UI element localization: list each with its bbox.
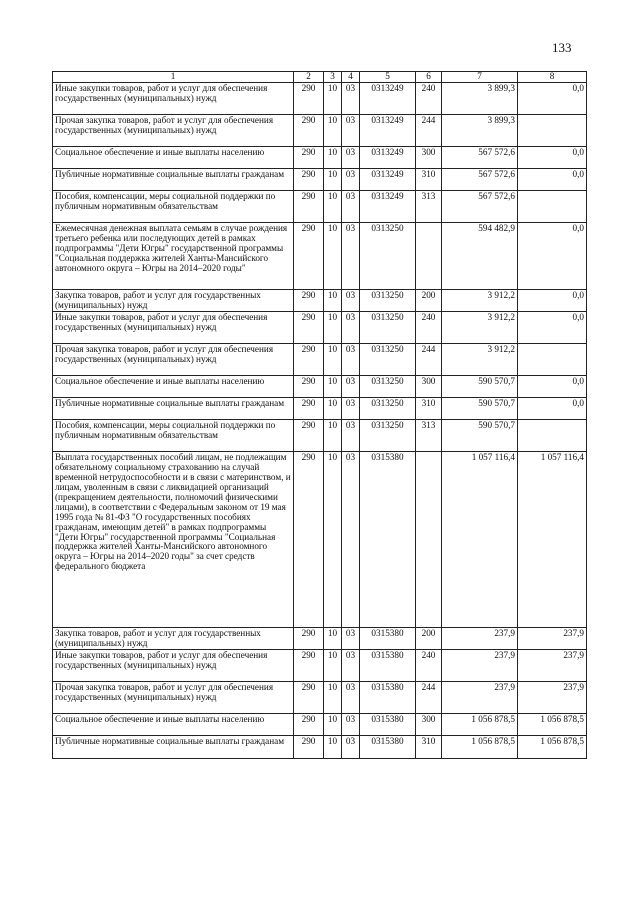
cell-col-7: 1 056 878,5 — [442, 736, 518, 759]
cell-col-2: 290 — [294, 376, 324, 398]
column-header: 4 — [342, 72, 360, 83]
cell-col-7: 237,9 — [442, 682, 518, 714]
cell-col-4: 03 — [342, 376, 360, 398]
column-header: 5 — [360, 72, 416, 83]
cell-col-8: 0,0 — [518, 290, 587, 312]
cell-col-6: 200 — [416, 628, 442, 650]
cell-col-5: 0315380 — [360, 682, 416, 714]
cell-col-2: 290 — [294, 290, 324, 312]
cell-col-2: 290 — [294, 191, 324, 223]
column-header: 1 — [53, 72, 294, 83]
cell-col-8: 0,0 — [518, 83, 587, 115]
row-name: Публичные нормативные социальные выплаты гражданам — [53, 398, 294, 420]
cell-col-3: 10 — [324, 736, 342, 759]
cell-col-3: 10 — [324, 344, 342, 376]
cell-col-3: 10 — [324, 650, 342, 682]
cell-col-3: 10 — [324, 682, 342, 714]
cell-col-2: 290 — [294, 736, 324, 759]
column-header: 7 — [442, 72, 518, 83]
cell-col-8: 237,9 — [518, 650, 587, 682]
cell-col-5: 0315380 — [360, 714, 416, 736]
row-name: Социальное обеспечение и иные выплаты населению — [53, 714, 294, 736]
cell-col-8: 0,0 — [518, 147, 587, 169]
cell-col-6: 244 — [416, 682, 442, 714]
cell-col-3: 10 — [324, 312, 342, 344]
column-header: 2 — [294, 72, 324, 83]
cell-col-5: 0313249 — [360, 115, 416, 147]
cell-col-2: 290 — [294, 714, 324, 736]
cell-col-6: 300 — [416, 714, 442, 736]
table-row — [53, 650, 587, 682]
cell-col-5: 0315380 — [360, 628, 416, 650]
cell-col-8 — [518, 344, 587, 376]
cell-col-6: 310 — [416, 736, 442, 759]
table-row — [53, 344, 587, 376]
cell-col-5: 0313250 — [360, 290, 416, 312]
cell-col-5: 0313250 — [360, 344, 416, 376]
cell-col-5: 0313249 — [360, 191, 416, 223]
header-row — [53, 72, 587, 83]
cell-col-4: 03 — [342, 714, 360, 736]
cell-col-4: 03 — [342, 650, 360, 682]
column-header: 3 — [324, 72, 342, 83]
table-row — [53, 147, 587, 169]
cell-col-4: 03 — [342, 682, 360, 714]
cell-col-3: 10 — [324, 398, 342, 420]
cell-col-6 — [416, 452, 442, 628]
row-name: Прочая закупка товаров, работ и услуг для обеспечения государственных (муниципальных) нужд — [53, 682, 294, 714]
cell-col-4: 03 — [342, 223, 360, 290]
cell-col-8: 1 056 878,5 — [518, 714, 587, 736]
page-number: 133 — [552, 40, 572, 55]
cell-col-4: 03 — [342, 344, 360, 376]
row-name: Ежемесячная денежная выплата семьям в случае рождения третьего ребенка или последующих детей в рамках подпрограммы "Дети Югры" государственной программы "Социальная поддержка жителей Ханты-Мансийского автономного округа – Югры на 2014–2020 годы" — [53, 223, 294, 290]
cell-col-3: 10 — [324, 290, 342, 312]
cell-col-5: 0313250 — [360, 376, 416, 398]
cell-col-8 — [518, 115, 587, 147]
cell-col-3: 10 — [324, 223, 342, 290]
cell-col-8: 1 056 878,5 — [518, 736, 587, 759]
table-row — [53, 191, 587, 223]
cell-col-5: 0313249 — [360, 147, 416, 169]
cell-col-6: 240 — [416, 83, 442, 115]
row-name: Закупка товаров, работ и услуг для государственных (муниципальных) нужд — [53, 290, 294, 312]
cell-col-8: 0,0 — [518, 169, 587, 191]
cell-col-5: 0313250 — [360, 420, 416, 452]
cell-col-6: 244 — [416, 344, 442, 376]
cell-col-8: 0,0 — [518, 223, 587, 290]
table-row — [53, 736, 587, 759]
cell-col-3: 10 — [324, 628, 342, 650]
cell-col-6: 240 — [416, 650, 442, 682]
cell-col-7: 237,9 — [442, 628, 518, 650]
table-row — [53, 628, 587, 650]
cell-col-2: 290 — [294, 223, 324, 290]
cell-col-5: 0315380 — [360, 452, 416, 628]
cell-col-6: 313 — [416, 191, 442, 223]
cell-col-3: 10 — [324, 169, 342, 191]
cell-col-7: 567 572,6 — [442, 169, 518, 191]
cell-col-8: 0,0 — [518, 376, 587, 398]
cell-col-7: 567 572,6 — [442, 147, 518, 169]
table-row — [53, 714, 587, 736]
row-name: Социальное обеспечение и иные выплаты населению — [53, 147, 294, 169]
cell-col-4: 03 — [342, 420, 360, 452]
table-row — [53, 398, 587, 420]
cell-col-3: 10 — [324, 191, 342, 223]
cell-col-2: 290 — [294, 682, 324, 714]
cell-col-2: 290 — [294, 344, 324, 376]
row-name: Публичные нормативные социальные выплаты гражданам — [53, 169, 294, 191]
table-row — [53, 223, 587, 290]
table-row — [53, 682, 587, 714]
cell-col-4: 03 — [342, 312, 360, 344]
cell-col-5: 0313249 — [360, 169, 416, 191]
cell-col-2: 290 — [294, 452, 324, 628]
table-row — [53, 83, 587, 115]
row-name: Иные закупки товаров, работ и услуг для обеспечения государственных (муниципальных) нужд — [53, 83, 294, 115]
cell-col-5: 0313250 — [360, 312, 416, 344]
cell-col-8: 0,0 — [518, 398, 587, 420]
cell-col-3: 10 — [324, 376, 342, 398]
row-name: Выплата государственных пособий лицам, не подлежащим обязательному социальному страхованию на случай временной нетрудоспособности и в связи с материнством, и лицам, уволенным в связи с ликвидацией организаций (прекращением деятельности, полномочий физическими лицами), в соответствии с Федеральным законом от 19 мая 1995 года № 81-ФЗ "О государственных пособиях гражданам, имеющим детей" в рамках подпрограммы "Дети Югры" государственной программы "Социальная поддержка жителей Ханты-Мансийского автономного округа – Югры на 2014–2020 годы" за счет средств федерального бюджета — [53, 452, 294, 628]
cell-col-6: 310 — [416, 398, 442, 420]
cell-col-7: 567 572,6 — [442, 191, 518, 223]
row-name: Прочая закупка товаров, работ и услуг для обеспечения государственных (муниципальных) нужд — [53, 344, 294, 376]
row-name: Иные закупки товаров, работ и услуг для обеспечения государственных (муниципальных) нужд — [53, 650, 294, 682]
cell-col-4: 03 — [342, 191, 360, 223]
cell-col-7: 590 570,7 — [442, 398, 518, 420]
cell-col-8: 1 057 116,4 — [518, 452, 587, 628]
cell-col-4: 03 — [342, 628, 360, 650]
row-name: Социальное обеспечение и иные выплаты населению — [53, 376, 294, 398]
row-name: Пособия, компенсации, меры социальной поддержки по публичным нормативным обязательствам — [53, 420, 294, 452]
cell-col-8 — [518, 191, 587, 223]
row-name: Закупка товаров, работ и услуг для государственных (муниципальных) нужд — [53, 628, 294, 650]
cell-col-4: 03 — [342, 290, 360, 312]
cell-col-4: 03 — [342, 83, 360, 115]
cell-col-5: 0315380 — [360, 650, 416, 682]
cell-col-6: 200 — [416, 290, 442, 312]
column-header: 8 — [518, 72, 587, 83]
cell-col-2: 290 — [294, 420, 324, 452]
cell-col-6: 300 — [416, 147, 442, 169]
cell-col-3: 10 — [324, 83, 342, 115]
cell-col-7: 3 912,2 — [442, 312, 518, 344]
cell-col-7: 590 570,7 — [442, 376, 518, 398]
cell-col-6: 244 — [416, 115, 442, 147]
cell-col-2: 290 — [294, 115, 324, 147]
cell-col-8 — [518, 420, 587, 452]
cell-col-4: 03 — [342, 115, 360, 147]
cell-col-7: 3 912,2 — [442, 290, 518, 312]
table-row — [53, 420, 587, 452]
cell-col-7: 3 912,2 — [442, 344, 518, 376]
cell-col-8: 237,9 — [518, 682, 587, 714]
table-row — [53, 452, 587, 628]
budget-table — [52, 71, 587, 759]
cell-col-2: 290 — [294, 147, 324, 169]
cell-col-2: 290 — [294, 312, 324, 344]
cell-col-8: 0,0 — [518, 312, 587, 344]
cell-col-5: 0313250 — [360, 398, 416, 420]
table-row — [53, 115, 587, 147]
cell-col-7: 3 899,3 — [442, 83, 518, 115]
cell-col-2: 290 — [294, 83, 324, 115]
cell-col-5: 0313250 — [360, 223, 416, 290]
cell-col-5: 0315380 — [360, 736, 416, 759]
cell-col-7: 590 570,7 — [442, 420, 518, 452]
cell-col-3: 10 — [324, 420, 342, 452]
cell-col-4: 03 — [342, 169, 360, 191]
cell-col-2: 290 — [294, 398, 324, 420]
cell-col-2: 290 — [294, 169, 324, 191]
row-name: Публичные нормативные социальные выплаты гражданам — [53, 736, 294, 759]
cell-col-5: 0313249 — [360, 83, 416, 115]
cell-col-2: 290 — [294, 650, 324, 682]
cell-col-2: 290 — [294, 628, 324, 650]
table-row — [53, 169, 587, 191]
cell-col-6: 300 — [416, 376, 442, 398]
table-row — [53, 312, 587, 344]
cell-col-7: 594 482,9 — [442, 223, 518, 290]
cell-col-4: 03 — [342, 452, 360, 628]
cell-col-7: 3 899,3 — [442, 115, 518, 147]
cell-col-4: 03 — [342, 398, 360, 420]
table-row — [53, 290, 587, 312]
row-name: Пособия, компенсации, меры социальной поддержки по публичным нормативным обязательствам — [53, 191, 294, 223]
cell-col-6 — [416, 223, 442, 290]
column-header: 6 — [416, 72, 442, 83]
cell-col-3: 10 — [324, 115, 342, 147]
cell-col-3: 10 — [324, 452, 342, 628]
table-row — [53, 376, 587, 398]
cell-col-4: 03 — [342, 147, 360, 169]
cell-col-7: 237,9 — [442, 650, 518, 682]
cell-col-3: 10 — [324, 714, 342, 736]
cell-col-7: 1 056 878,5 — [442, 714, 518, 736]
cell-col-6: 313 — [416, 420, 442, 452]
cell-col-3: 10 — [324, 147, 342, 169]
cell-col-7: 1 057 116,4 — [442, 452, 518, 628]
cell-col-6: 240 — [416, 312, 442, 344]
cell-col-4: 03 — [342, 736, 360, 759]
row-name: Иные закупки товаров, работ и услуг для обеспечения государственных (муниципальных) нужд — [53, 312, 294, 344]
cell-col-8: 237,9 — [518, 628, 587, 650]
row-name: Прочая закупка товаров, работ и услуг для обеспечения государственных (муниципальных) нужд — [53, 115, 294, 147]
cell-col-6: 310 — [416, 169, 442, 191]
